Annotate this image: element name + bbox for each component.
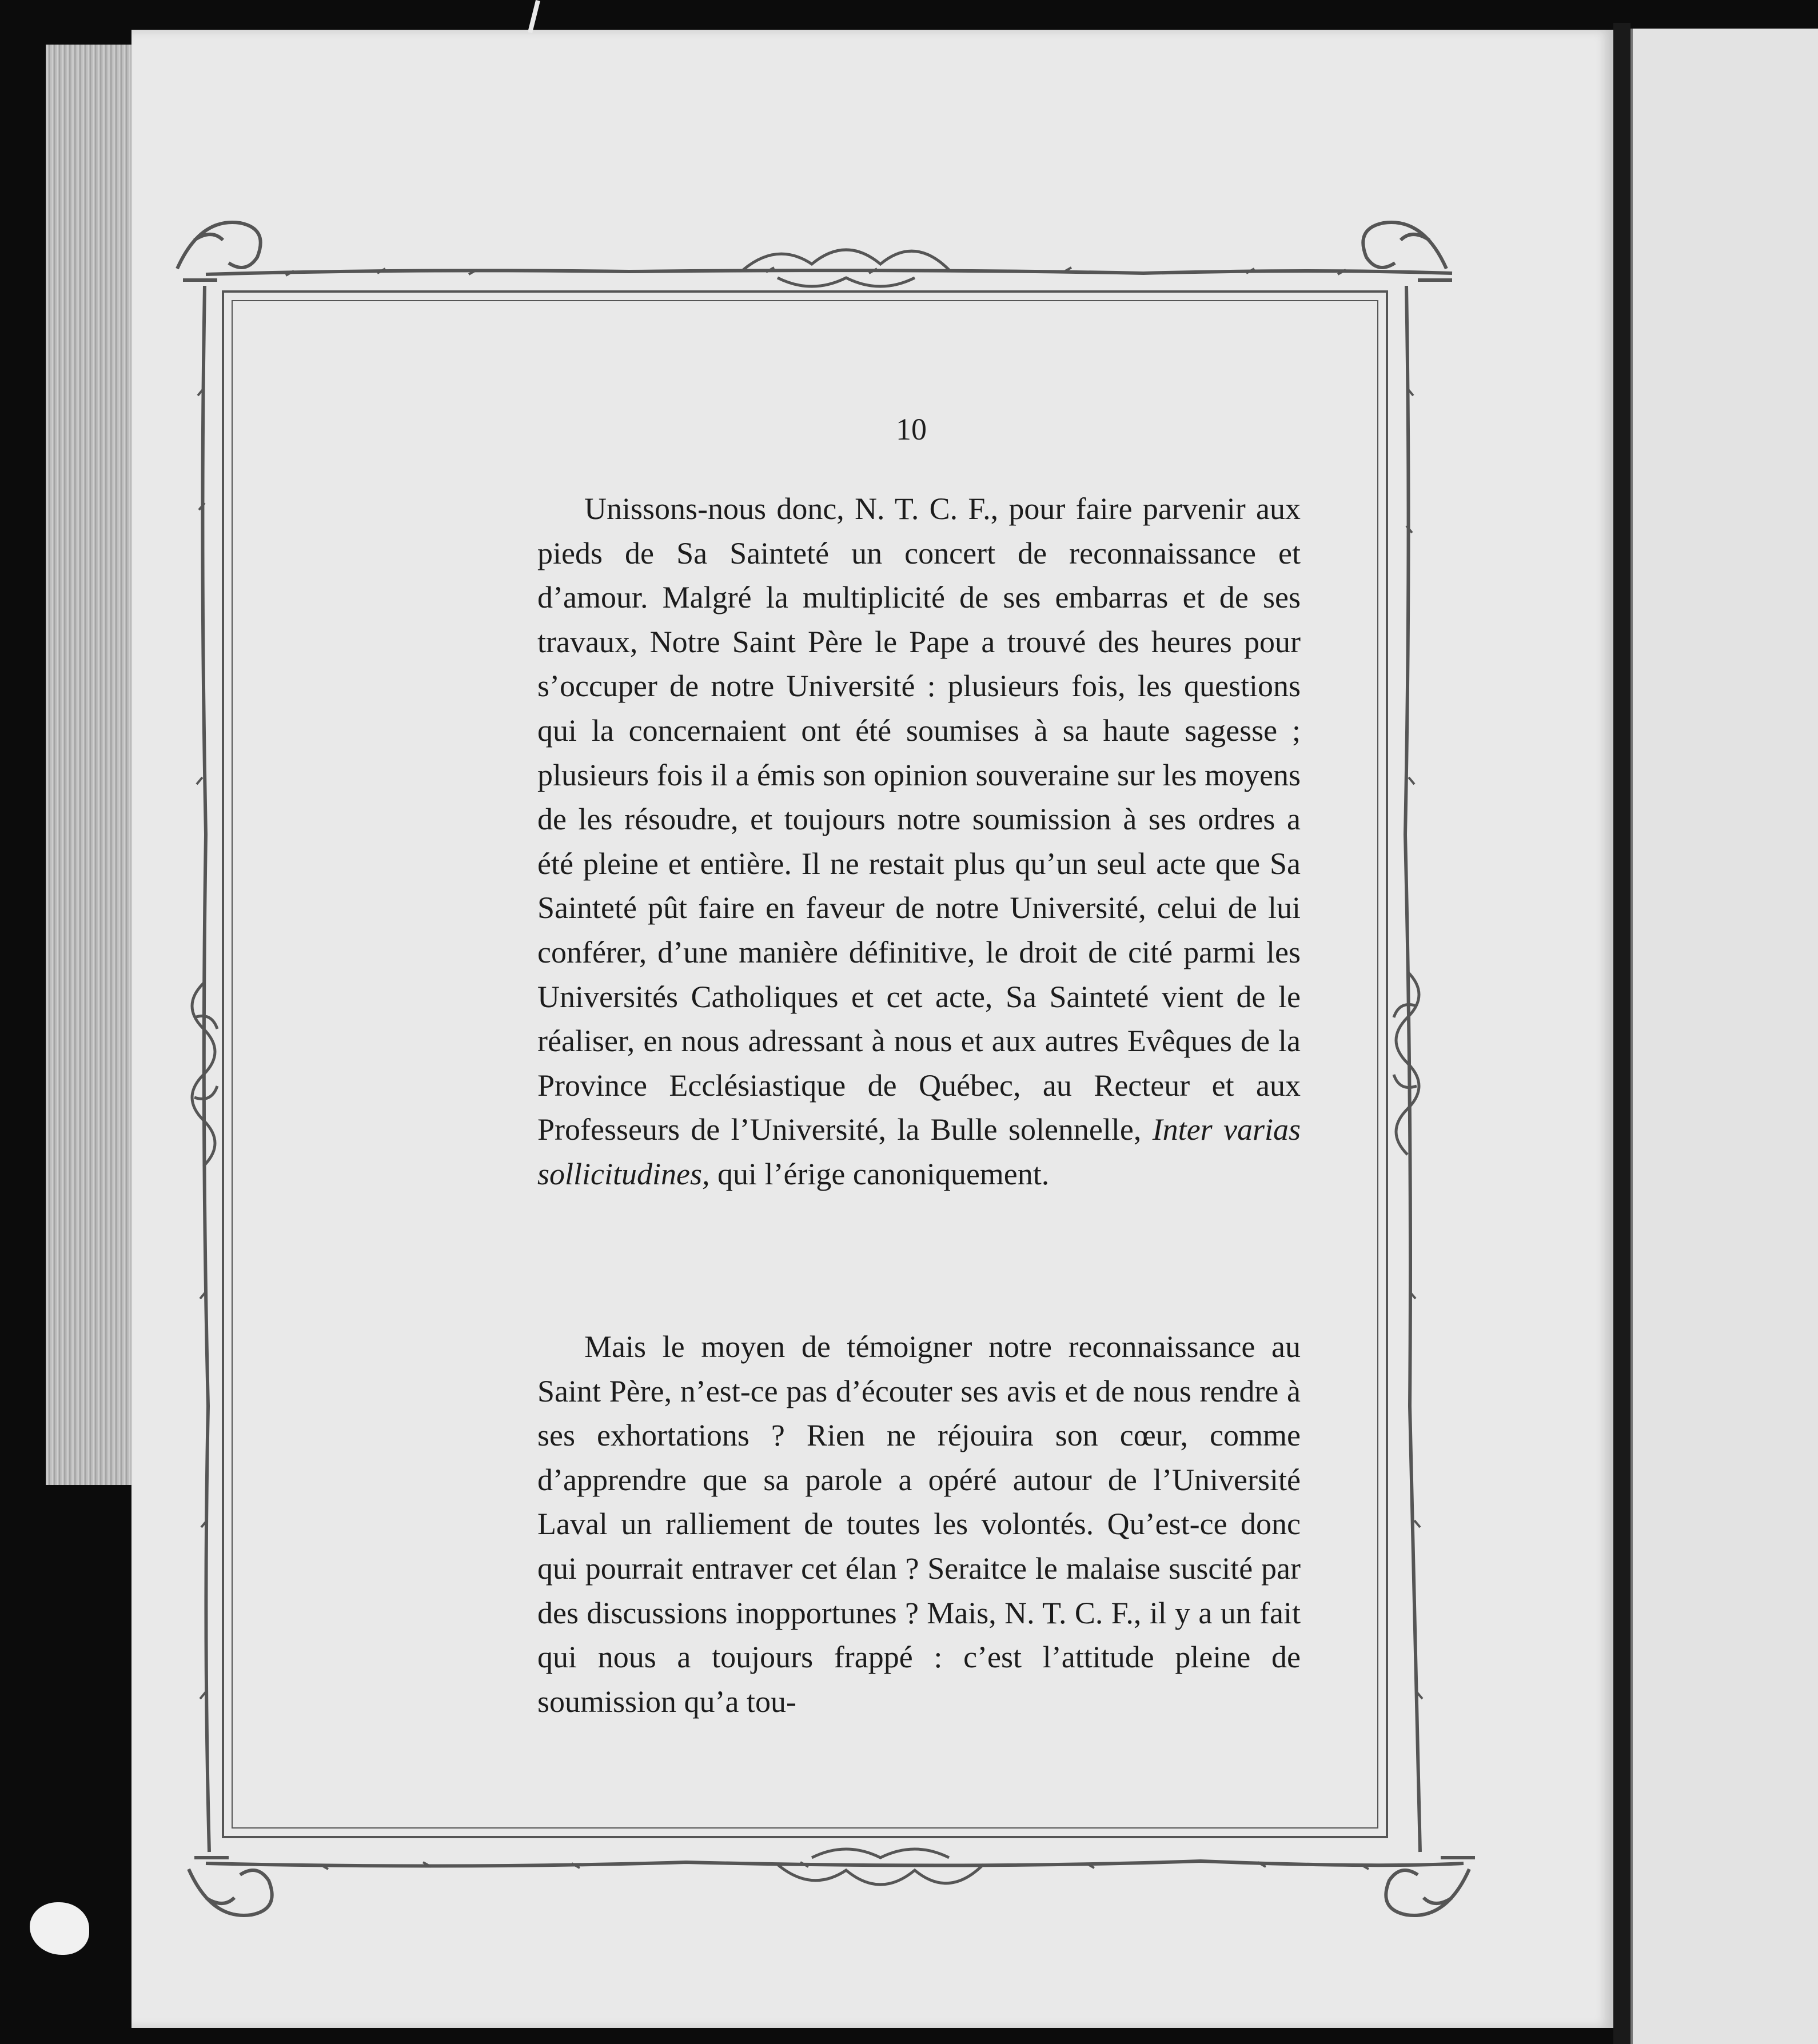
paragraph-1 [537,487,1301,1197]
paragraph-2 [537,1325,1301,1724]
bulle-title: Inter varias sollicitudines, [537,1112,1301,1191]
film-scratch [528,0,540,33]
right-page-edge [1630,29,1818,2044]
paragraph-1-text: Unissons-nous donc, N. T. C. F., pour faire parvenir aux pieds de Sa Sainteté un concert de reconnaissance et d’amour. Malgré la multiplicité de ses embarras et de ses travaux, Notre Saint Père le Pape a trouvé des heures pour s’occuper de notre Université : plusieurs fois, les questions qui la concernaient ont été soumises à sa haute sagesse ; plusieurs fois il a émis son opinion souveraine sur les moyens de les résoudre, et toujours notre soumission à ses ordres a été pleine et entière. Il ne restait plus qu’un seul acte que Sa Sainteté pût faire en faveur de notre Université, celui de lui conférer, d’une manière définitive, le droit de cité parmi les Universités Catholiques et cet acte, Sa Sainteté vient de le réaliser, en nous adressant à nous et aux autres Evêques de la Province Ecclésiastique de Québec, au Recteur et aux Professeurs de l’Université, la Bulle solennelle, [537,492,1301,1147]
paragraph-2-text: Mais le moyen de témoigner notre reconnaissance au Saint Père, n’est-ce pas d’écouter ses avis et de nous rendre à ses exhortations ? Rien ne réjouira son cœur, comme d’apprendre que sa parole a opéré autour de l’Université Laval un ralliement de toutes les volontés. Qu’est-ce donc qui pourrait entraver cet élan ? Seraitce le malaise suscité par des discussions inopportunes ? Mais, N. T. C. F., il y a un fait qui nous a toujours frappé : c’est l’attitude pleine de soumission qu’a tou- [537,1330,1301,1719]
film-blemish [30,1902,89,1955]
book-gutter [1613,23,1630,2044]
page-number: 10 [896,412,927,446]
paragraph-1-ending: qui l’érige canoniquement. [717,1156,1050,1191]
book-page-edges [46,45,135,1485]
